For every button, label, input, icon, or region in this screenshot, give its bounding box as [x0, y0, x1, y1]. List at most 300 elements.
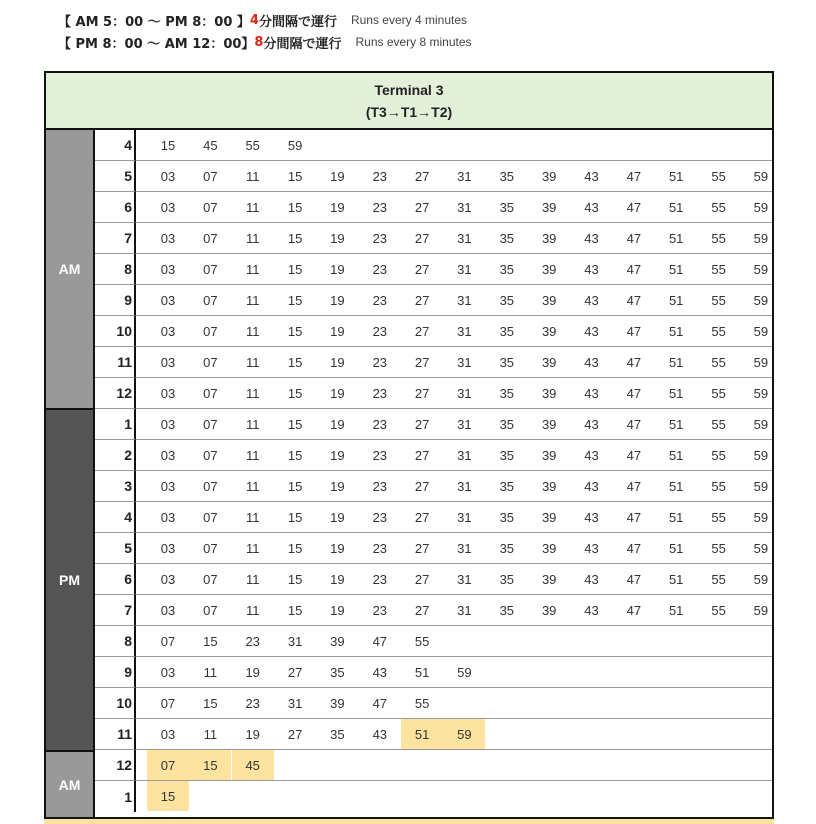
- departure-minute: 51: [668, 385, 684, 401]
- departure-minute: 47: [626, 385, 642, 401]
- departure-minute: 15: [147, 781, 189, 811]
- departure-minute: 55: [414, 695, 430, 711]
- departure-minute: 51: [668, 168, 684, 184]
- timetable-header: [46, 73, 772, 130]
- departure-minute: 19: [330, 478, 345, 494]
- departure-minute: 07: [203, 478, 218, 494]
- departure-row: [136, 750, 772, 781]
- departure-minute: 27: [414, 509, 430, 525]
- departure-minute: 31: [457, 354, 472, 370]
- notice-interval-number: 8: [254, 34, 264, 50]
- departure-minute: 11: [245, 354, 260, 370]
- departure-minute: 15: [287, 416, 303, 432]
- hour-label: 8: [95, 254, 136, 285]
- departure-minute: 19: [330, 230, 345, 246]
- departure-minute: 31: [457, 230, 472, 246]
- departure-minute: 19: [330, 292, 345, 308]
- departure-minute: 15: [287, 509, 303, 525]
- departure-minute: 23: [372, 261, 388, 277]
- departure-minute: 55: [711, 230, 726, 246]
- departure-minute: 23: [372, 168, 388, 184]
- departure-minute: 59: [753, 354, 769, 370]
- departure-minute: 15: [287, 602, 303, 618]
- departure-minute: 39: [541, 323, 557, 339]
- hour-label: 5: [95, 533, 136, 564]
- departure-minute: 23: [372, 199, 388, 215]
- departure-minute: 03: [160, 199, 176, 215]
- departure-minute: 31: [457, 168, 472, 184]
- hour-label: 4: [95, 130, 136, 161]
- departure-minute: 47: [626, 261, 642, 277]
- departure-minute: 31: [457, 571, 472, 587]
- departure-minute: 39: [541, 478, 557, 494]
- departure-minute: 03: [160, 416, 176, 432]
- departure-minute: 35: [499, 416, 515, 432]
- departure-minute: 59: [753, 230, 769, 246]
- terminal-title: Terminal 3: [374, 81, 444, 98]
- departure-minute: 07: [203, 447, 218, 463]
- departure-minute: 39: [541, 447, 557, 463]
- departure-minute: 23: [372, 447, 388, 463]
- departure-minute: 47: [626, 323, 642, 339]
- departure-minute: 59: [753, 540, 769, 556]
- departure-minute: 59: [753, 478, 769, 494]
- departure-minute: 59: [753, 292, 769, 308]
- departure-minute: 55: [711, 323, 726, 339]
- departure-minute: 07: [203, 540, 218, 556]
- departure-row: [136, 657, 772, 688]
- departure-minute: 47: [372, 633, 388, 649]
- hour-label: 10: [95, 688, 136, 719]
- departure-minute: 43: [584, 292, 599, 308]
- departure-minute: 03: [160, 664, 176, 680]
- departure-minute: 51: [668, 416, 684, 432]
- departure-minute: 11: [245, 323, 260, 339]
- departure-minute: 39: [541, 385, 557, 401]
- departure-minute: 19: [330, 385, 345, 401]
- departure-minute: 07: [203, 199, 218, 215]
- departure-minute: 39: [541, 571, 557, 587]
- departure-minute: 15: [287, 540, 303, 556]
- departure-minute: 43: [584, 540, 599, 556]
- departure-minute: 03: [160, 168, 176, 184]
- departure-minute: 11: [245, 509, 260, 525]
- departure-minute: 19: [330, 447, 345, 463]
- departure-minute: 59: [753, 199, 769, 215]
- hour-label: 6: [95, 564, 136, 595]
- departure-minute: 19: [330, 354, 345, 370]
- departure-minute: 51: [668, 323, 684, 339]
- departure-minute: 03: [160, 602, 176, 618]
- departure-minute: 27: [414, 416, 430, 432]
- departure-minute: 43: [584, 323, 599, 339]
- departure-minute: 47: [626, 571, 642, 587]
- hour-label: 7: [95, 223, 136, 254]
- departure-minute: 47: [626, 230, 642, 246]
- departure-minute: 07: [203, 168, 218, 184]
- departure-minute: 23: [372, 571, 388, 587]
- departure-minute: 23: [245, 633, 260, 649]
- departure-minute: 31: [457, 447, 472, 463]
- departure-minute: 03: [160, 478, 176, 494]
- departure-minute: 11: [245, 199, 260, 215]
- departure-minute: 51: [668, 478, 684, 494]
- departure-minute: 31: [457, 416, 472, 432]
- notice-interval-text: 分間隔で運行: [258, 14, 337, 30]
- departure-minute: 35: [499, 509, 515, 525]
- departure-minute: 47: [626, 354, 642, 370]
- departure-minute: 31: [457, 509, 472, 525]
- departure-minute: 43: [584, 602, 599, 618]
- departure-minute: 23: [372, 509, 388, 525]
- departure-minute: 39: [541, 292, 557, 308]
- departure-row: [136, 502, 772, 533]
- departure-minute: 47: [626, 416, 642, 432]
- departure-minute: 07: [203, 323, 218, 339]
- departure-minute: 39: [541, 261, 557, 277]
- departure-minute: 43: [584, 447, 599, 463]
- departure-minute: 27: [287, 726, 303, 742]
- hour-label: 9: [95, 285, 136, 316]
- departure-minute: 43: [584, 509, 599, 525]
- departure-minute: 23: [372, 416, 388, 432]
- departure-minute: 59: [287, 137, 303, 153]
- departure-minute: 39: [541, 199, 557, 215]
- departure-minute: 55: [711, 385, 726, 401]
- departure-minute: 51: [668, 230, 684, 246]
- departure-minute: 55: [711, 571, 726, 587]
- departure-minute: 23: [372, 540, 388, 556]
- departure-minute: 11: [245, 168, 260, 184]
- departure-minute: 19: [245, 664, 260, 680]
- period-am-morning: [46, 130, 95, 410]
- departure-row: [136, 781, 772, 812]
- departure-minute: 55: [711, 354, 726, 370]
- hour-label: 11: [95, 347, 136, 378]
- departure-minute: 43: [584, 478, 599, 494]
- departure-minute: 15: [287, 292, 303, 308]
- departure-minute: 15: [287, 571, 303, 587]
- departure-minute: 59: [753, 602, 769, 618]
- hour-label: 4: [95, 502, 136, 533]
- departure-minute: 51: [668, 602, 684, 618]
- departure-minute: 23: [372, 354, 388, 370]
- departure-minute: 23: [372, 602, 388, 618]
- departure-minute: 39: [330, 695, 345, 711]
- departure-minute: 35: [499, 168, 515, 184]
- departure-minute: 59: [753, 571, 769, 587]
- departure-minute: 51: [668, 261, 684, 277]
- hour-label: 10: [95, 316, 136, 347]
- service-notice-daytime: [58, 9, 467, 31]
- departure-row: [136, 471, 772, 502]
- departure-minute: 55: [711, 416, 726, 432]
- departure-minute: 59: [753, 323, 769, 339]
- departure-minute: 27: [414, 602, 430, 618]
- departure-minute: 55: [711, 168, 726, 184]
- hour-label: 7: [95, 595, 136, 626]
- departure-minute: 59: [753, 385, 769, 401]
- departure-minute: 07: [160, 695, 176, 711]
- departure-minute: 11: [245, 540, 260, 556]
- departure-minute: 15: [287, 354, 303, 370]
- departure-minute: 03: [160, 354, 176, 370]
- departure-minute: 19: [330, 199, 345, 215]
- departure-minute: 51: [401, 719, 443, 749]
- departure-row: [136, 409, 772, 440]
- departure-minute: 23: [245, 695, 260, 711]
- departure-minute: 47: [626, 292, 642, 308]
- departure-minute: 47: [626, 602, 642, 618]
- departure-minute: 35: [499, 385, 515, 401]
- departure-minute: 27: [287, 664, 303, 680]
- departure-minute: 45: [232, 750, 274, 780]
- departure-minute: 03: [160, 323, 176, 339]
- notice-period: 【 AM 5：00 〜 PM 8：00 】: [58, 14, 250, 30]
- departure-row: [136, 316, 772, 347]
- departure-minute: 27: [414, 447, 430, 463]
- departure-minute: 39: [541, 509, 557, 525]
- departure-minute: 19: [330, 509, 345, 525]
- departure-minute: 55: [414, 633, 430, 649]
- departure-minute: 27: [414, 354, 430, 370]
- departure-minute: 47: [626, 168, 642, 184]
- departure-minute: 27: [414, 540, 430, 556]
- departure-minute: 43: [584, 168, 599, 184]
- departure-row: [136, 626, 772, 657]
- notice-interval-text: 分間隔で運行: [263, 36, 342, 52]
- departure-minute: 59: [753, 416, 769, 432]
- departure-minute: 11: [203, 664, 218, 680]
- departure-minute: 27: [414, 292, 430, 308]
- departure-minute: 39: [541, 416, 557, 432]
- departure-minute: 27: [414, 261, 430, 277]
- departure-minute: 27: [414, 571, 430, 587]
- departure-row: [136, 719, 772, 750]
- departure-minute: 55: [711, 292, 726, 308]
- departure-minute: 23: [372, 230, 388, 246]
- hour-label: 1: [95, 781, 136, 812]
- period-am-late-night: [46, 752, 95, 817]
- departure-minute: 11: [245, 478, 260, 494]
- departure-minute: 19: [330, 261, 345, 277]
- departure-minute: 31: [457, 261, 472, 277]
- departure-minute: 07: [203, 261, 218, 277]
- timetable: [44, 71, 774, 819]
- departure-minute: 35: [499, 230, 515, 246]
- departure-minute: 03: [160, 230, 176, 246]
- departure-minute: 55: [711, 199, 726, 215]
- departure-minute: 07: [203, 602, 218, 618]
- departure-minute: 15: [287, 385, 303, 401]
- departure-minute: 19: [330, 323, 345, 339]
- departure-minute: 31: [287, 633, 303, 649]
- departure-row: [136, 285, 772, 316]
- departure-minute: 35: [499, 571, 515, 587]
- departure-minute: 51: [668, 199, 684, 215]
- departure-row: [136, 378, 772, 409]
- departure-minute: 03: [160, 385, 176, 401]
- departure-minute: 35: [499, 478, 515, 494]
- departure-minute: 31: [457, 602, 472, 618]
- departure-minute: 15: [287, 230, 303, 246]
- period-label: AM: [58, 776, 81, 793]
- departure-minute: 31: [457, 540, 472, 556]
- departure-row: [136, 161, 772, 192]
- departure-minute: 31: [457, 292, 472, 308]
- departure-minute: 43: [372, 664, 388, 680]
- departure-row: [136, 688, 772, 719]
- departure-minute: 11: [245, 447, 260, 463]
- departure-minute: 23: [372, 385, 388, 401]
- period-pm: [46, 410, 95, 752]
- departure-minute: 07: [203, 354, 218, 370]
- departure-minute: 07: [203, 416, 218, 432]
- departure-minute: 03: [160, 726, 176, 742]
- departure-minute: 07: [203, 292, 218, 308]
- departure-minute: 31: [457, 478, 472, 494]
- departure-minute: 47: [372, 695, 388, 711]
- departure-minute: 47: [626, 447, 642, 463]
- departure-minute: 27: [414, 478, 430, 494]
- departure-row: [136, 564, 772, 595]
- departure-minute: 55: [711, 540, 726, 556]
- departure-minute: 07: [147, 750, 189, 780]
- hour-label: 12: [95, 378, 136, 409]
- departure-minute: 15: [287, 168, 303, 184]
- hour-label: 11: [95, 719, 136, 750]
- departure-minute: 15: [287, 261, 303, 277]
- departure-minute: 23: [372, 478, 388, 494]
- departure-minute: 03: [160, 571, 176, 587]
- departure-minute: 11: [203, 726, 218, 742]
- departure-minute: 55: [711, 261, 726, 277]
- departure-minute: 15: [287, 447, 303, 463]
- departure-minute: 55: [245, 137, 260, 153]
- departure-minute: 39: [541, 540, 557, 556]
- departure-minute: 07: [203, 509, 218, 525]
- departure-row: [136, 223, 772, 254]
- departure-minute: 39: [541, 354, 557, 370]
- departure-minute: 43: [584, 230, 599, 246]
- notice-interval-number: 4: [249, 12, 259, 28]
- departure-minute: 27: [414, 168, 430, 184]
- departure-minute: 23: [372, 323, 388, 339]
- hour-label: 6: [95, 192, 136, 223]
- departure-minute: 39: [541, 230, 557, 246]
- departure-row: [136, 254, 772, 285]
- departure-minute: 23: [372, 292, 388, 308]
- departure-minute: 55: [711, 602, 726, 618]
- departure-row: [136, 192, 772, 223]
- departure-minute: 51: [414, 664, 430, 680]
- departure-minute: 51: [668, 540, 684, 556]
- departure-minute: 03: [160, 447, 176, 463]
- departure-minute: 47: [626, 540, 642, 556]
- departure-minute: 35: [499, 540, 515, 556]
- notice-english: Runs every 8 minutes: [355, 35, 472, 49]
- hour-label: 1: [95, 409, 136, 440]
- departure-minute: 35: [499, 261, 515, 277]
- departure-minute: 35: [330, 664, 345, 680]
- departure-minute: 59: [753, 509, 769, 525]
- departure-minute: 43: [584, 354, 599, 370]
- departure-minute: 11: [245, 292, 260, 308]
- departure-minute: 43: [584, 199, 599, 215]
- departure-minute: 19: [330, 540, 345, 556]
- departure-minute: 45: [203, 137, 218, 153]
- departure-minute: 03: [160, 261, 176, 277]
- departure-minute: 27: [414, 385, 430, 401]
- departure-minute: 51: [668, 447, 684, 463]
- departure-minute: 27: [414, 199, 430, 215]
- departure-minute: 19: [245, 726, 260, 742]
- departure-minute: 07: [203, 571, 218, 587]
- departure-minute: 11: [245, 261, 260, 277]
- departure-minute: 15: [287, 199, 303, 215]
- departure-minute: 35: [499, 602, 515, 618]
- departure-minute: 11: [245, 230, 260, 246]
- departure-minute: 07: [203, 385, 218, 401]
- departure-minute: 59: [753, 447, 769, 463]
- departure-minute: 15: [189, 750, 231, 780]
- departure-minute: 35: [499, 447, 515, 463]
- departure-minute: 39: [541, 602, 557, 618]
- departure-minute: 51: [668, 571, 684, 587]
- departure-minute: 35: [499, 292, 515, 308]
- departure-minute: 15: [287, 478, 303, 494]
- departure-minute: 15: [287, 323, 303, 339]
- notice-english: Runs every 4 minutes: [350, 13, 468, 27]
- departure-minute: 15: [160, 137, 176, 153]
- hour-label: 9: [95, 657, 136, 688]
- departure-minute: 55: [711, 447, 726, 463]
- departure-minute: 03: [160, 292, 176, 308]
- departure-minute: 51: [668, 509, 684, 525]
- period-label: AM: [58, 261, 81, 277]
- departure-row: [136, 440, 772, 471]
- route-label: (T3→T1→T2): [365, 103, 453, 120]
- departure-minute: 47: [626, 199, 642, 215]
- departure-minute: 51: [668, 292, 684, 308]
- departure-row: [136, 533, 772, 564]
- departure-minute: 31: [457, 199, 472, 215]
- departure-minute: 59: [443, 719, 485, 749]
- hour-label: 12: [95, 750, 136, 781]
- departure-minute: 35: [499, 323, 515, 339]
- departure-minute: 43: [584, 571, 599, 587]
- departure-minute: 15: [203, 695, 218, 711]
- hour-label: 3: [95, 471, 136, 502]
- departure-minute: 19: [330, 168, 345, 184]
- departure-minute: 55: [711, 509, 726, 525]
- departure-minute: 19: [330, 602, 345, 618]
- departure-minute: 47: [626, 509, 642, 525]
- bottom-highlight-strip: [44, 819, 774, 824]
- departure-minute: 31: [457, 385, 472, 401]
- departure-minute: 51: [668, 354, 684, 370]
- departure-minute: 43: [584, 385, 599, 401]
- departure-row: [136, 595, 772, 626]
- departure-minute: 35: [499, 199, 515, 215]
- departure-minute: 19: [330, 571, 345, 587]
- departure-minute: 59: [753, 168, 769, 184]
- departure-minute: 35: [499, 354, 515, 370]
- notice-period: 【 PM 8：00 〜 AM 12：00】: [58, 36, 255, 52]
- departure-minute: 59: [753, 261, 769, 277]
- departure-minute: 15: [203, 633, 218, 649]
- departure-minute: 43: [372, 726, 388, 742]
